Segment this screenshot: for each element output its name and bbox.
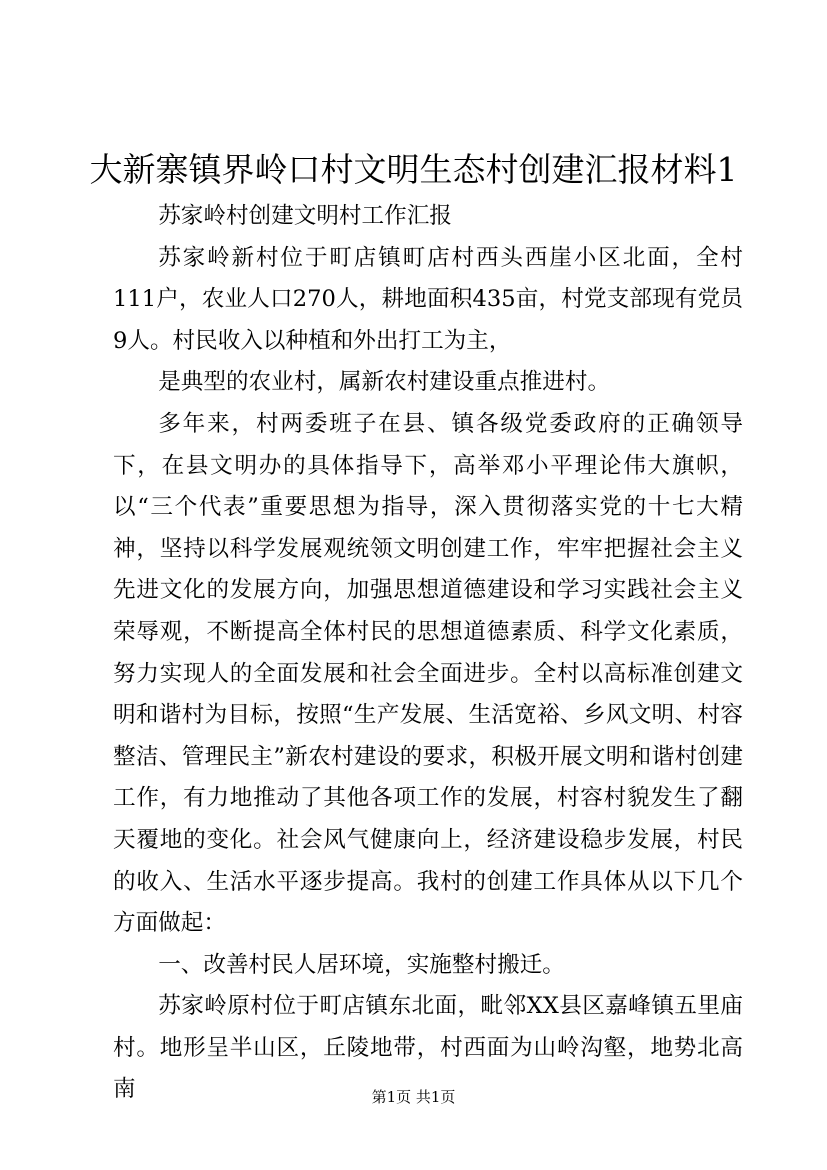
paragraph-village-overview: 苏家岭新村位于町店镇町店村西头西崖小区北面，全村111户，农业人口270人，耕地面积435亩，村党支部现有党员9人。村民收入以种植和外出打工为主，: [113, 244, 743, 354]
document-title: 大新寨镇界岭口村文明生态村创建汇报材料1: [89, 150, 738, 189]
document-body: [113, 196, 743, 1111]
paragraph-section-heading-1: 一、改善村民人居环境，实施整村搬迁。: [158, 951, 565, 978]
paragraph-village-type: 是典型的农业村，属新农村建设重点推进村。: [158, 369, 611, 396]
paragraph-subtitle: 苏家岭村创建文明村工作汇报: [158, 203, 452, 229]
paragraph-work-summary: 多年来，村两委班子在县、镇各级党委政府的正确领导下，在县文明办的具体指导下，高举邓小平理论伟大旗帜，以“三个代表”重要思想为指导，深入贯彻落实党的十七大精神，坚持以科学发展观统领文明创建工作，牢牢把握社会主义先进文化的发展方向，加强思想道德建设和学习实践社会主义荣辱观，不断提高全体村民的思想道德素质、科学文化素质，努力实现人的全面发展和社会全面进步。全村以高标准创建文明和谐村为目标，按照“生产发展、生活宽裕、乡风文明、村容整洁、管理民主”新农村建设的要求，积极开展文明和谐村创建工作，有力地推动了其他各项工作的发展，村容村貌发生了翻天覆地的变化。社会风气健康向上，经济建设稳步发展，村民的收入、生活水平逐步提高。我村的创建工作具体从以下几个方面做起：: [113, 410, 743, 937]
paragraph-original-village: 苏家岭原村位于町店镇东北面，毗邻XX县区嘉峰镇五里庙村。地形呈半山区，丘陵地带，村西面为山岭沟壑，地势北高南: [113, 993, 743, 1103]
page-footer: 第1页 共1页: [371, 1088, 456, 1106]
